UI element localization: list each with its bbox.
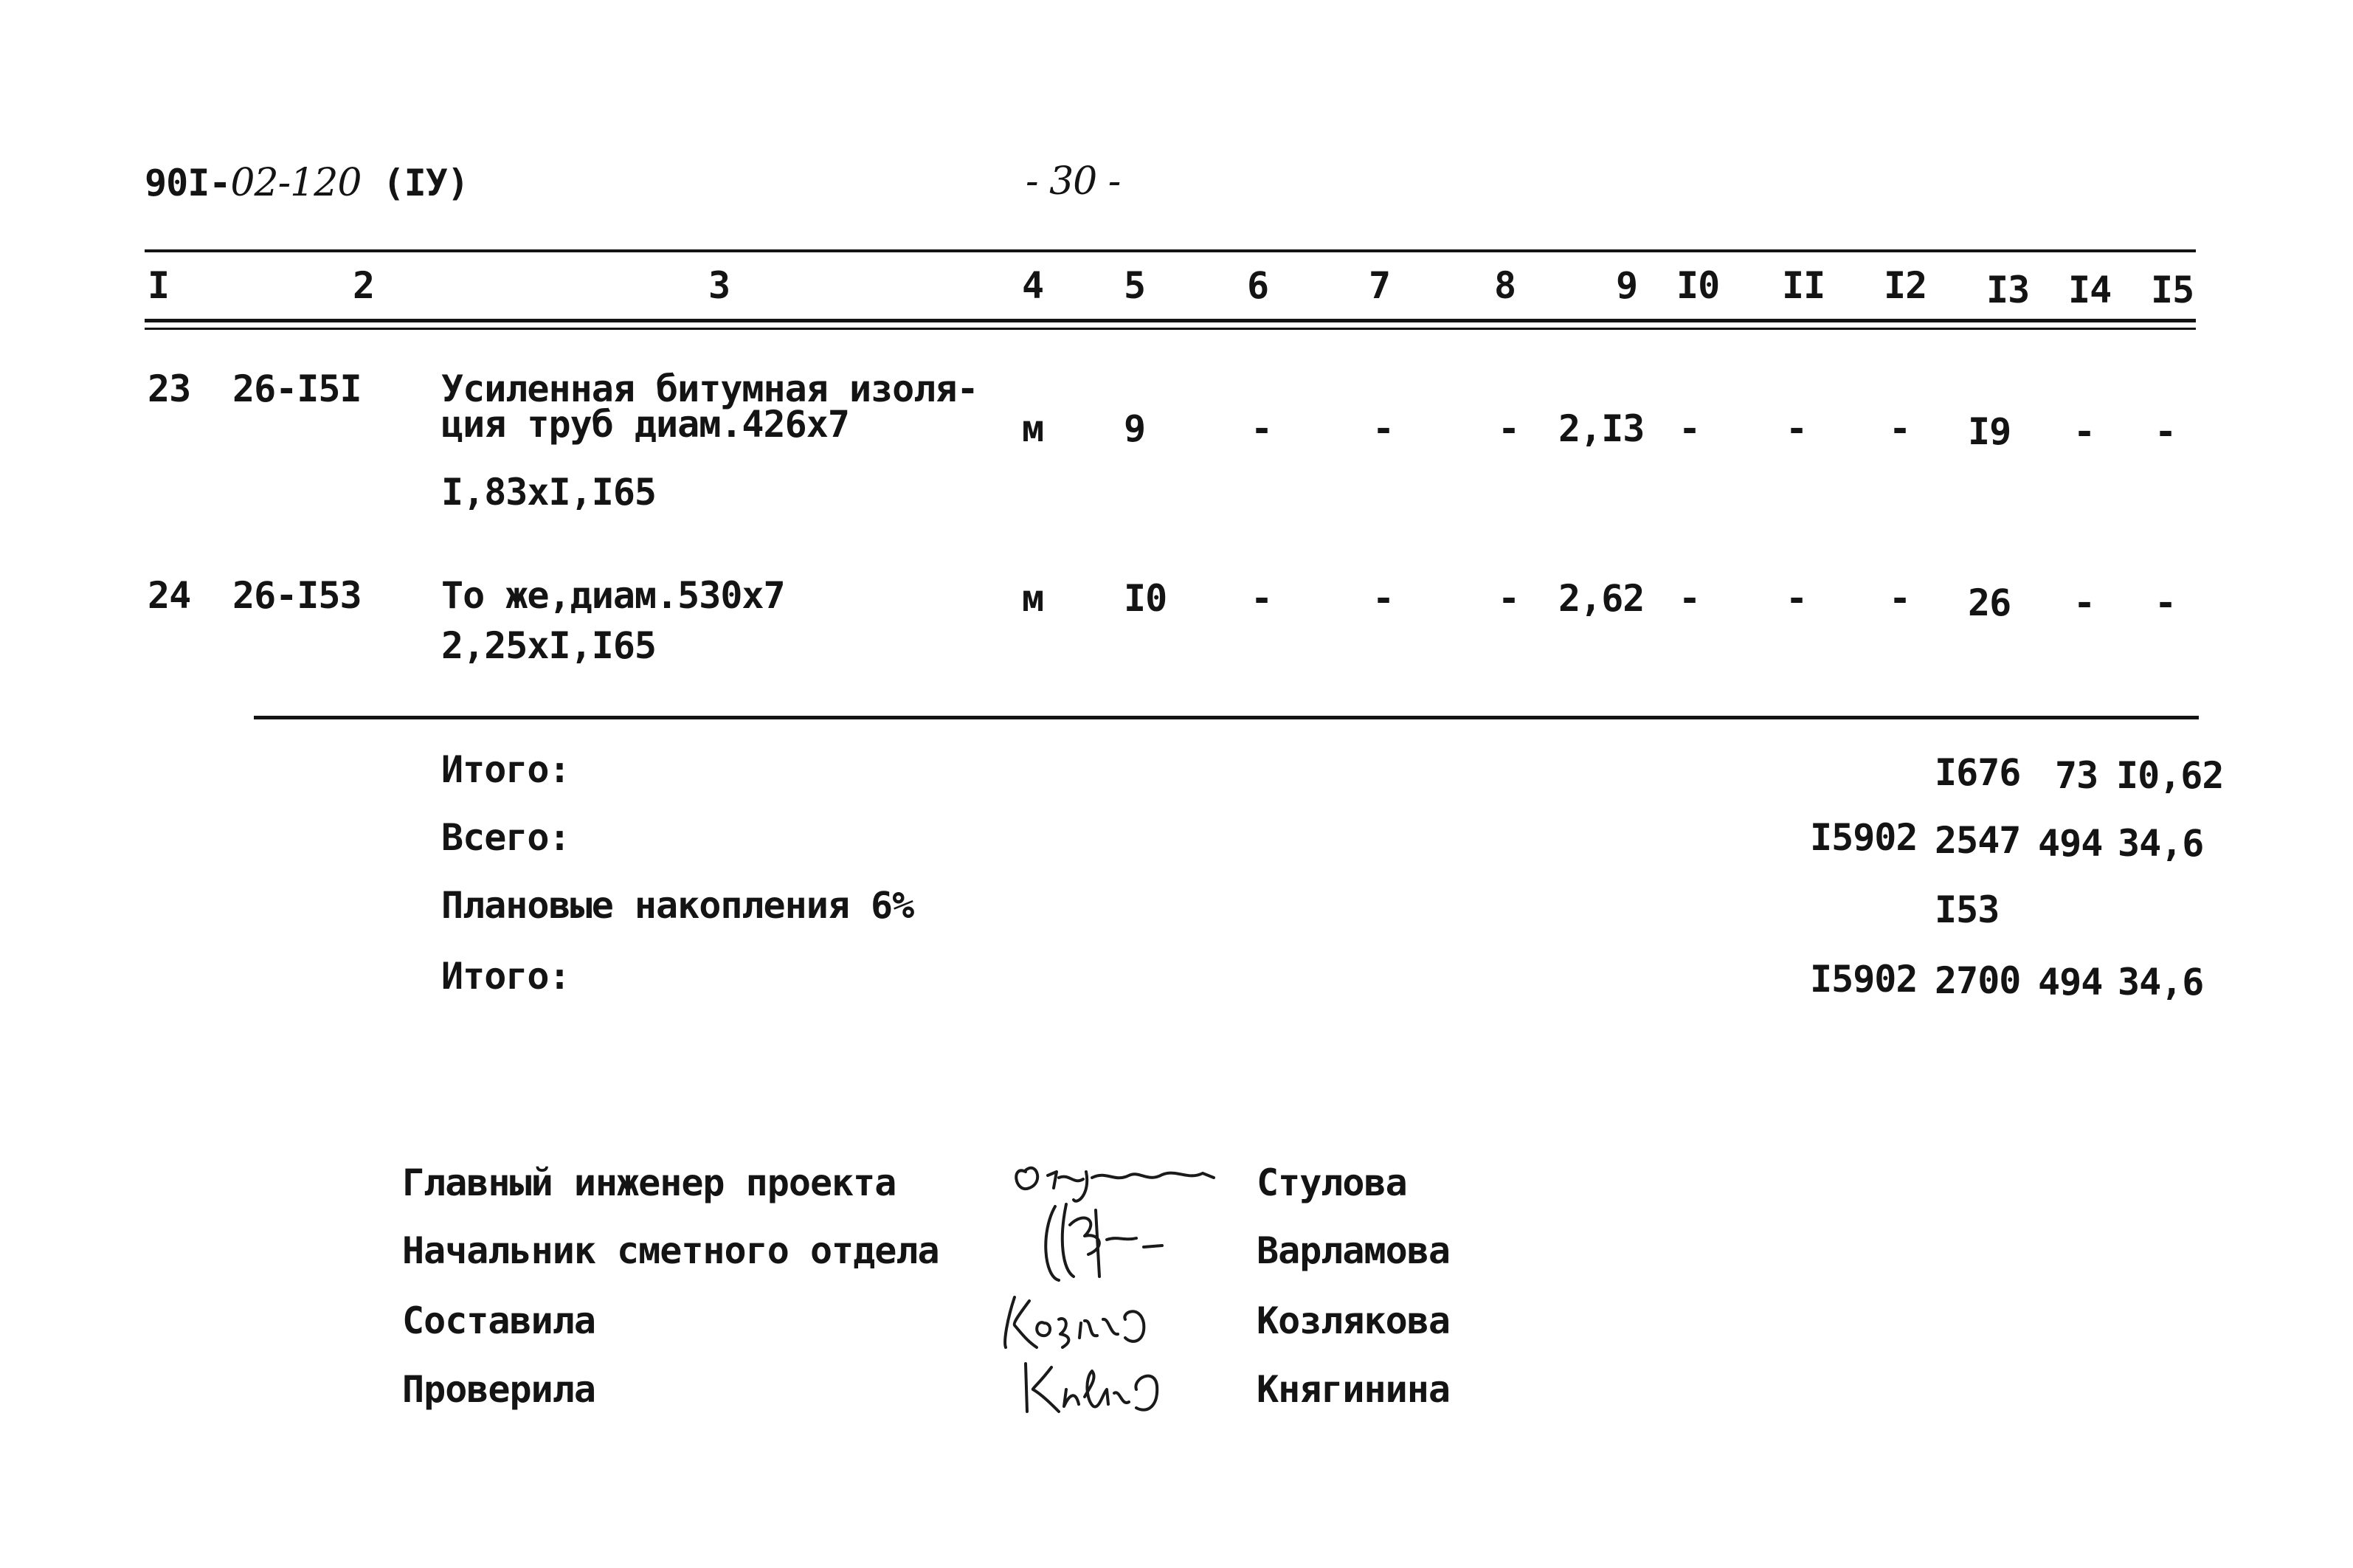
row-col13: 26 <box>1968 581 2011 624</box>
row-col8: - <box>1498 407 1520 450</box>
totals-rule <box>254 716 2199 719</box>
totals-col14: 494 <box>2038 961 2103 1004</box>
row-col5: I0 <box>1124 577 1167 620</box>
row-col6: - <box>1251 577 1273 620</box>
totals-col12: I5902 <box>1810 958 1918 1001</box>
totals-col15: 34,6 <box>2118 961 2204 1004</box>
totals-label: Итого: <box>441 748 570 791</box>
row-description-line1: То же,диам.530х7 <box>441 574 785 617</box>
totals-col13: 2547 <box>1935 819 2021 862</box>
col-header-12: I2 <box>1884 264 1927 307</box>
row-code: 26-I5I <box>232 367 362 410</box>
col-header-14: I4 <box>2068 269 2112 311</box>
signature-role: Начальник сметного отдела <box>402 1229 939 1272</box>
totals-col14: 494 <box>2038 822 2103 865</box>
row-col15: - <box>2155 410 2177 453</box>
header-rule-top <box>145 249 2196 252</box>
handwritten-signature-4 <box>1011 1349 1203 1423</box>
col-header-13: I3 <box>1986 269 2030 311</box>
row-col14: - <box>2073 581 2095 624</box>
row-col10: - <box>1679 577 1701 620</box>
row-col6: - <box>1251 407 1273 450</box>
signature-name: Княгинина <box>1257 1368 1450 1411</box>
totals-col14: 73 <box>2055 754 2098 797</box>
row-description-line1: Усиленная битумная изоля- <box>441 367 978 410</box>
col-header-11: II <box>1782 264 1825 307</box>
totals-col13: I53 <box>1935 888 2000 931</box>
document-code <box>145 161 469 205</box>
document-code-suffix: (IУ) <box>382 162 469 204</box>
header-rule-bottom <box>145 319 2196 322</box>
signature-name: Варламова <box>1257 1229 1450 1272</box>
row-col10: - <box>1679 407 1701 450</box>
row-number: 24 <box>148 574 191 617</box>
totals-col13: I676 <box>1935 751 2021 794</box>
signature-name: Стулова <box>1257 1161 1407 1204</box>
row-col11: - <box>1786 577 1808 620</box>
signature-name: Козлякова <box>1257 1299 1450 1342</box>
row-col13: I9 <box>1968 410 2011 453</box>
row-col14: - <box>2073 410 2095 453</box>
row-col7: - <box>1372 577 1395 620</box>
signature-role: Проверила <box>402 1368 595 1411</box>
row-col9: 2,I3 <box>1558 407 1645 450</box>
row-description-line2: ция труб диам.426х7 <box>441 403 849 446</box>
col-header-8: 8 <box>1494 264 1516 307</box>
row-formula: 2,25хI,I65 <box>441 624 657 667</box>
handwritten-signature-3 <box>992 1282 1184 1356</box>
col-header-7: 7 <box>1369 264 1391 307</box>
row-unit: м <box>1022 577 1044 620</box>
signature-role: Составила <box>402 1299 595 1342</box>
row-col12: - <box>1889 577 1911 620</box>
col-header-10: I0 <box>1676 264 1720 307</box>
row-col7: - <box>1372 407 1395 450</box>
col-header-4: 4 <box>1022 264 1044 307</box>
totals-label: Плановые накопления 6% <box>441 884 914 927</box>
handwritten-signature-2 <box>1026 1195 1188 1291</box>
header-rule-bottom-2 <box>145 328 2196 330</box>
row-col9: 2,62 <box>1558 577 1645 620</box>
col-header-3: 3 <box>708 264 730 307</box>
totals-label: Итого: <box>441 955 570 998</box>
page-number: - 30 - <box>1026 159 1121 204</box>
totals-col12: I5902 <box>1810 816 1918 859</box>
row-col5: 9 <box>1124 407 1146 450</box>
row-col8: - <box>1498 577 1520 620</box>
col-header-2: 2 <box>353 264 375 307</box>
row-col11: - <box>1786 407 1808 450</box>
document-code-printed: 90I- <box>145 162 231 204</box>
col-header-6: 6 <box>1247 264 1269 307</box>
row-col12: - <box>1889 407 1911 450</box>
row-formula: I,83хI,I65 <box>441 471 657 514</box>
totals-label: Всего: <box>441 816 570 859</box>
col-header-9: 9 <box>1616 264 1638 307</box>
col-header-1: I <box>148 264 170 307</box>
row-code: 26-I53 <box>232 574 362 617</box>
signature-role: Главный инженер проекта <box>402 1161 896 1204</box>
col-header-15: I5 <box>2151 269 2194 311</box>
row-unit: м <box>1022 407 1044 450</box>
col-header-5: 5 <box>1124 264 1146 307</box>
totals-col13: 2700 <box>1935 959 2021 1002</box>
row-col15: - <box>2155 581 2177 624</box>
totals-col15: I0,62 <box>2116 754 2224 797</box>
row-number: 23 <box>148 367 191 410</box>
totals-col15: 34,6 <box>2118 822 2204 865</box>
document-code-handwritten: 02-120 <box>230 161 362 205</box>
